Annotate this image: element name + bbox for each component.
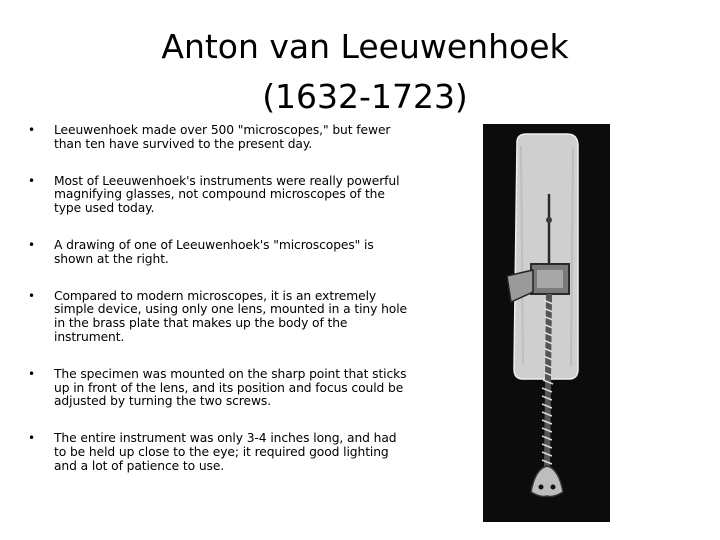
bullet-dot-icon: • (28, 173, 35, 188)
bullet-text: The entire instrument was only 3-4 inches long, and had to be held up close to the eye; it required good lighting and a lot of patience to use. (54, 431, 397, 473)
bullet-dot-icon: • (28, 366, 35, 381)
bullet-dot-icon: • (28, 237, 35, 252)
bullet-item (22, 368, 412, 409)
title-line-years: (1632-1723) (262, 77, 468, 116)
bullet-text: Most of Leeuwenhoek's instruments were really powerful magnifying glasses, not compound microscopes of the type used today. (54, 173, 400, 216)
title-line-name: Anton van Leeuwenhoek (161, 27, 569, 66)
microscope-photo (483, 124, 610, 522)
bullet-item (22, 432, 412, 473)
bullet-text: Compared to modern microscopes, it is an extremely simple device, using only one lens, mounted in a tiny hole in the brass plate that makes up the body of the instrument. (54, 288, 408, 344)
slide-title (110, 22, 620, 122)
bullet-dot-icon: • (28, 288, 35, 303)
bullet-dot-icon: • (28, 123, 35, 137)
bullet-text: A drawing of one of Leeuwenhoek's "microscopes" is shown at the right. (54, 237, 374, 266)
microscope-drawing (483, 124, 610, 522)
bullet-item (22, 239, 412, 267)
bullet-text: Leeuwenhoek made over 500 "microscopes," but fewer than ten have survived to the present day. (54, 123, 391, 151)
bullet-text: The specimen was mounted on the sharp point that sticks up in front of the lens, and its position and focus could be adjusted by turning the two screws. (54, 366, 407, 409)
bullet-item (22, 290, 412, 345)
screw-handle (531, 466, 563, 497)
bullet-dot-icon: • (28, 431, 35, 446)
bullet-list (22, 124, 412, 497)
bullet-item (22, 175, 412, 216)
bullet-item (22, 124, 412, 152)
